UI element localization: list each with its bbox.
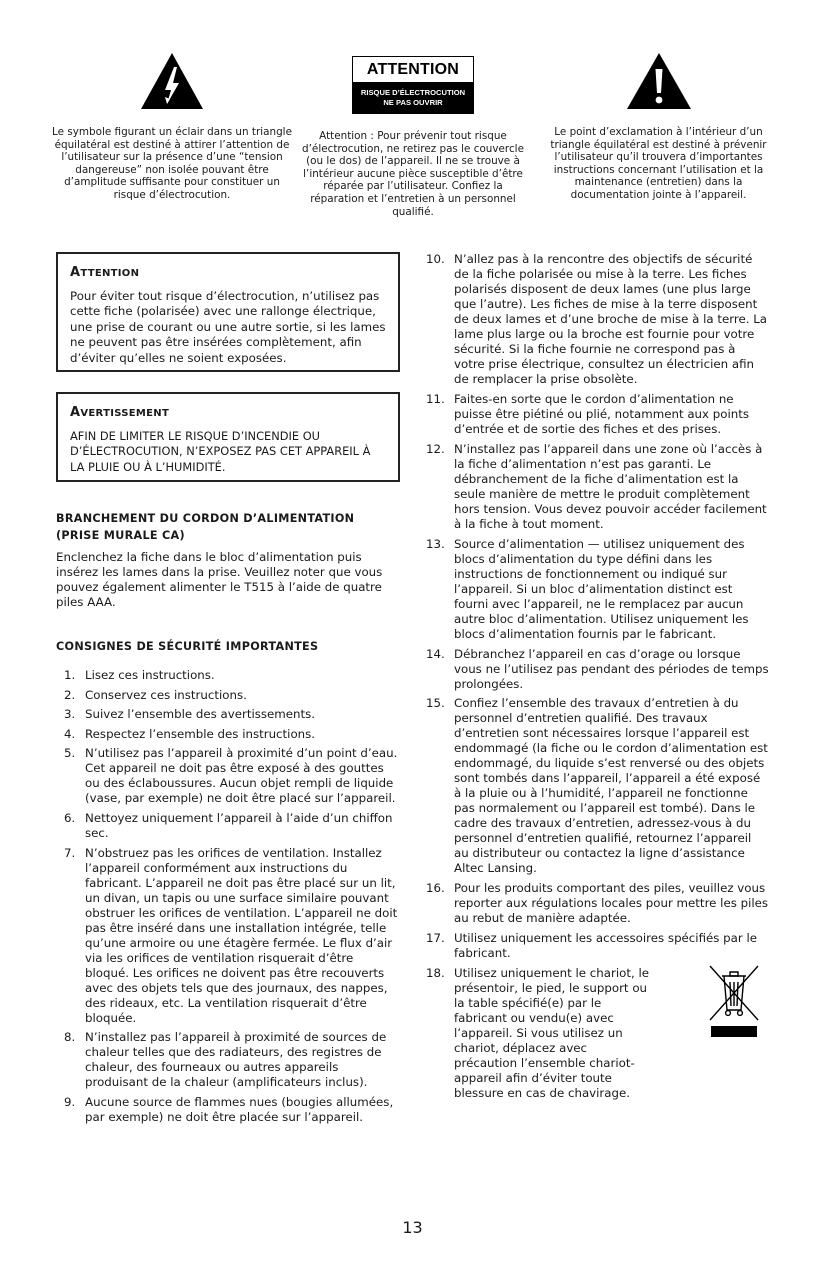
crossed-out-bin-icon — [707, 962, 761, 1040]
list-item: 3. Suivez l’ensemble des avertissements. — [64, 707, 316, 722]
attention-label-subtitle: RISQUE D’ÉLECTROCUTION NE PAS OUVRIR — [360, 88, 466, 107]
avertissement-box — [56, 392, 400, 482]
exclamation-symbol-text: Le point d’exclamation à l’intérieur d’un triangle équilatéral est destiné à prévenir l’utilisateur qu’il trouvera d’importantes instructions concernant l’utilisation et la maintenance (entretien) dans la documentation jointe à l’appareil. — [550, 126, 767, 201]
list-item: 18. Utilisez uniquement le chariot, le présentoir, le pied, le support ou la table spécifié(e) par le fabricant ou vendu(e) avec l’appareil. Si vous utilisez un chariot, déplacez avec précaution l’ensemble chariot-appareil afin d’éviter toute blessure en cas de chavirage. — [426, 966, 769, 1101]
consignes-list-left — [56, 668, 400, 1125]
attention-warning-label — [352, 56, 474, 114]
lightning-triangle-icon — [140, 52, 204, 110]
safety-symbols-row — [52, 52, 777, 222]
attention-box — [56, 252, 400, 372]
list-item: 11. Faites-en sorte que le cordon d’alimentation ne puisse être piétiné ou plié, notamment aux points d’entrée et de sortie des fiches et des prises. — [426, 391, 749, 436]
consignes-list-right — [426, 252, 769, 1101]
list-item: 10. N’allez pas à la rencontre des objectifs de sécurité de la fiche polarisée ou mise à la terre. Les fiches polarisés disposent de deux lames (une plus large que l’autre). Les fiches de mise à la terre disposent de deux lames et d’une broche de mise à la terre. La lame plus large ou la broche est fournie pour votre sécurité. Si la fiche fournie ne correspond pas à votre prise électrique, consultez un électricien afin de remplacer la prise obsolète. — [426, 252, 768, 386]
list-item: 15. Confiez l’ensemble des travaux d’entretien à du personnel d’entretien qualifié. Des travaux d’entretien sont nécessaires lorsque l’appareil est endommagé (la fiche ou le cordon d’alimentation est endommagé, du liquide s’est renversé ou des objets sont tombés dans l’appareil, l’appareil a été exposé à la pluie ou à l’humidité, l’appareil ne fonctionne pas normalement ou l’appareil est tombé). Dans le cadre des travaux d’entretien, adressez-vous à du personnel d’entretien qualifié, retournez l’appareil au distributeur ou contactez la ligne d’assistance Altec Lansing. — [426, 696, 768, 876]
list-item: 12. N’installez pas l’appareil dans une zone où l’accès à la fiche d’alimentation n’est pas garanti. Le débranchement de la fiche d’alimentation est la seule manière de mettre le produit complètement hors tension. Vous devez pouvoir accéder facilement à la fiche à tout moment. — [426, 441, 767, 531]
right-column — [426, 252, 769, 1106]
left-column — [56, 252, 400, 1129]
consignes-heading: CONSIGNES DE SÉCURITÉ IMPORTANTES — [56, 640, 319, 653]
list-item: 16. Pour les produits comportant des piles, veuillez vous reporter aux régulations locales pour mettre les piles au rebut de manière adaptée. — [426, 881, 769, 926]
list-item: 8. N’installez pas l’appareil à proximité de sources de chaleur telles que des radiateurs, des registres de chaleur, des fourneaux ou autres appareils produisant de la chaleur (amplificateurs inclus). — [64, 1030, 387, 1090]
lightning-symbol-block — [52, 52, 292, 202]
page-number: 13 — [402, 1218, 423, 1237]
exclamation-symbol-block — [540, 52, 777, 202]
list-item: 2. Conservez ces instructions. — [64, 687, 247, 702]
attention-symbol-text: Attention : Pour prévenir tout risque d’électrocution, ne retirez pas le couvercle (ou le dos) de l’appareil. Il ne se trouve à l’intérieur aucune pièce susceptible d’être réparée par l’utilisateur. Confiez la réparation et l’entretien à un personnel qualifié. — [302, 130, 524, 218]
attention-symbol-block — [302, 52, 524, 218]
list-item: 13. Source d’alimentation — utilisez uniquement des blocs d’alimentation du type défini dans les instructions de fonctionnement ou indiqué sur l’appareil. Si un bloc d’alimentation distinct est fourni avec l’appareil, ne le remplacez par aucun autre bloc d’alimentation. Utilisez uniquement les blocs d’alimentation fournis par le fabricant. — [426, 536, 749, 641]
list-item: 5. N’utilisez pas l’appareil à proximité d’un point d’eau. Cet appareil ne doit pas être exposé à des gouttes ou des éclaboussures. Aucun objet rempli de liquide (vase, par exemple) ne doit être placé sur l’appareil. — [64, 746, 398, 806]
attention-box-title: ATTENTION — [70, 265, 140, 280]
exclamation-triangle-icon — [626, 52, 692, 110]
list-item: 4. Respectez l’ensemble des instructions. — [64, 726, 316, 741]
list-item: 14. Débranchez l’appareil en cas d’orage ou lorsque vous ne l’utilisez pas pendant des périodes de temps prolongées. — [426, 646, 769, 691]
branchement-heading: BRANCHEMENT DU CORDON D’ALIMENTATION (PRISE MURALE CA) — [56, 512, 355, 542]
lightning-symbol-text: Le symbole figurant un éclair dans un triangle équilatéral est destiné à attirer l’attention de l’utilisateur sur la présence d’une “tension dangereuse” non isolée pouvant être d’amplitude suffisante pour constituer un risque d’électrocution. — [52, 126, 292, 201]
avertissement-box-text: AFIN DE LIMITER LE RISQUE D’INCENDIE OU D’ÉLECTROCUTION, N’EXPOSEZ PAS CET APPAREIL À LA PLUIE OU À L’HUMIDITÉ. — [70, 428, 371, 474]
list-item: 7. N’obstruez pas les orifices de ventilation. Installez l’appareil conformément aux instructions du fabricant. L’appareil ne doit pas être placé sur un lit, un divan, un tapis ou une surface similaire pouvant obstruer les orifices de ventilation. L’appareil ne doit pas être inséré dans une installation intégrée, telle qu’une armoire ou une étagère fermée. Le flux d’air via les orifices de ventilation risquerait d’être bloqué. Les orifices ne doivent pas être recouverts avec des objets tels que des journaux, des nappes, des rideaux, etc. La ventilation risquerait d’être bloquée. — [64, 845, 398, 1025]
list-item: 6. Nettoyez uniquement l’appareil à l’aide d’un chiffon sec. — [64, 810, 393, 840]
list-item: 9. Aucune source de flammes nues (bougies allumées, par exemple) ne doit être placée sur l’appareil. — [64, 1094, 394, 1124]
list-item: 1. Lisez ces instructions. — [64, 668, 215, 682]
attention-label-title: ATTENTION — [352, 56, 474, 83]
list-item: 17. Utilisez uniquement les accessoires spécifiés par le fabricant. — [426, 931, 758, 961]
attention-box-text: Pour éviter tout risque d’électrocution, n’utilisez pas cette fiche (polarisée) avec une rallonge électrique, une prise de courant ou une autre sortie, si les lames ne peuvent pas être insérées complètement, afin d’éviter qu’elles ne soient exposées. — [70, 288, 386, 365]
branchement-text: Enclenchez la fiche dans le bloc d’alimentation puis insérez les lames dans la prise. Veuillez noter que vous pouvez également alimenter le T515 à l’aide de quatre piles AAA. — [56, 550, 383, 609]
avertissement-box-title: AVERTISSEMENT — [70, 405, 170, 420]
